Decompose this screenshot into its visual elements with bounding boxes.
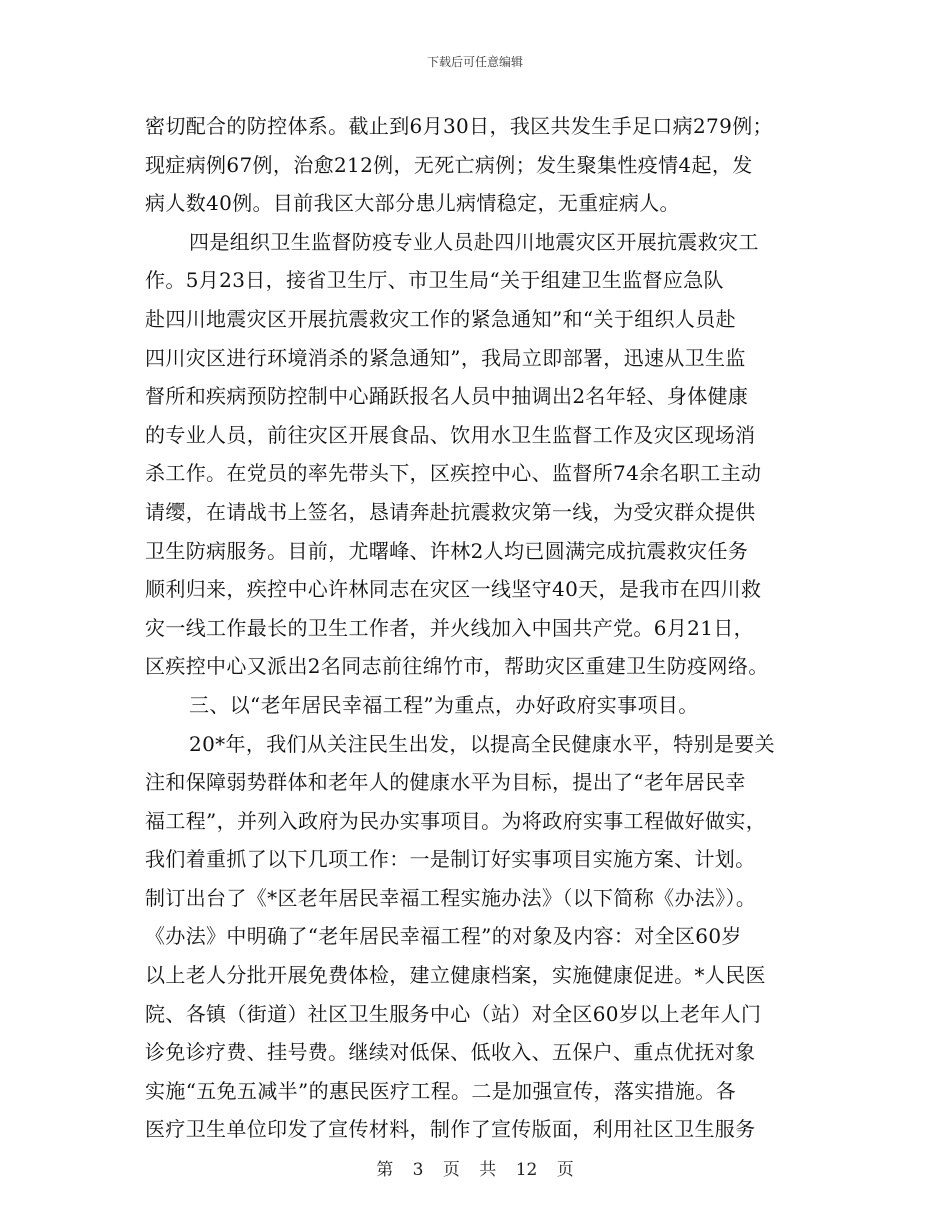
text-line: 赴四川地震灾区开展抗震救灾工作的紧急通知”和“关于组织人员赴: [145, 306, 736, 331]
paragraph-start-line: 20*年，我们从关注民生出发，以提高全民健康水平，特别是要关: [189, 731, 775, 756]
document-body: [145, 107, 825, 1149]
text-line: 福工程”，并列入政府为民办实事项目。为将政府实事工程做好做实，: [145, 808, 767, 833]
footer-total-word: 共: [479, 1160, 497, 1180]
text-line: 我们着重抓了以下几项工作：一是制订好实事项目实施方案、计划。: [145, 847, 756, 872]
text-line: 《办法》中明确了“老年居民幸福工程”的对象及内容：对全区60岁: [145, 924, 742, 949]
text-line: 作。5月23日，接省卫生厅、市卫生局“关于组建卫生监督应急队: [145, 268, 724, 293]
text-line: 注和保障弱势群体和老年人的健康水平为目标，提出了“老年居民幸: [145, 770, 746, 795]
paragraph-start-line: 四是组织卫生监督防疫专业人员赴四川地震灾区开展抗震救灾工: [189, 229, 759, 254]
text-line: 督所和疾病预防控制中心踊跃报名人员中抽调出2名年轻、身体健康: [145, 384, 749, 409]
text-line: 院、各镇（街道）社区卫生服务中心（站）对全区60岁以上老年人门: [145, 1001, 762, 1026]
text-line: 现症病例67例，治愈212例，无死亡病例；发生聚集性疫情4起，发: [145, 152, 753, 177]
page-header: 下载后可任意编辑: [426, 55, 523, 69]
current-page-number: 3: [412, 1160, 424, 1180]
text-line: 四川灾区进行环境消杀的紧急通知”，我局立即部署，迅速从卫生监: [145, 345, 746, 370]
text-line: 卫生防病服务。目前，尤曙峰、许林2人均已圆满完成抗震救灾任务: [145, 538, 749, 563]
text-line: 制订出台了《*区老年居民幸福工程实施办法》（以下简称《办法》）。: [145, 885, 757, 910]
page-footer: [0, 1155, 950, 1180]
total-page-count: 12: [515, 1160, 538, 1180]
text-line: 病人数40例。目前我区大部分患儿病情稳定，无重症病人。: [145, 191, 680, 216]
text-line: 灾一线工作最长的卫生工作者，并火线加入中国共产党。6月21日，: [145, 615, 755, 640]
text-line: 医疗卫生单位印发了宣传材料，制作了宣传版面，利用社区卫生服务: [145, 1117, 756, 1142]
text-line: 请缨，在请战书上签名，恳请奔赴抗震救灾第一线，为受灾群众提供: [145, 499, 756, 524]
footer-page-word: 页: [442, 1160, 460, 1180]
text-line: 杀工作。在党员的率先带头下，区疾控中心、监督所74余名职工主动: [145, 461, 762, 486]
section-heading: 三、以“老年居民幸福工程”为重点，办好政府实事项目。: [189, 692, 699, 717]
text-line: 的专业人员，前往灾区开展食品、饮用水卫生监督工作及灾区现场消: [145, 422, 756, 447]
text-line: 密切配合的防控体系。截止到6月30日，我区共发生手足口病279例；: [145, 114, 773, 138]
text-line: 区疾控中心又派出2名同志前往绵竹市，帮助灾区重建卫生防疫网络。: [145, 654, 769, 679]
text-line: 顺利归来，疾控中心许林同志在灾区一线坚守40天，是我市在四川救: [145, 577, 762, 602]
text-line: 实施“五免五减半”的惠民医疗工程。二是加强宣传，落实措施。各: [145, 1078, 736, 1103]
text-line: 诊免诊疗费、挂号费。继续对低保、低收入、五保户、重点优抚对象: [145, 1040, 756, 1065]
footer-suffix: 页: [556, 1160, 574, 1180]
footer-prefix: 第: [376, 1160, 394, 1180]
text-line: 以上老人分批开展免费体检，建立健康档案，实施健康促进。*人民医: [145, 963, 766, 988]
